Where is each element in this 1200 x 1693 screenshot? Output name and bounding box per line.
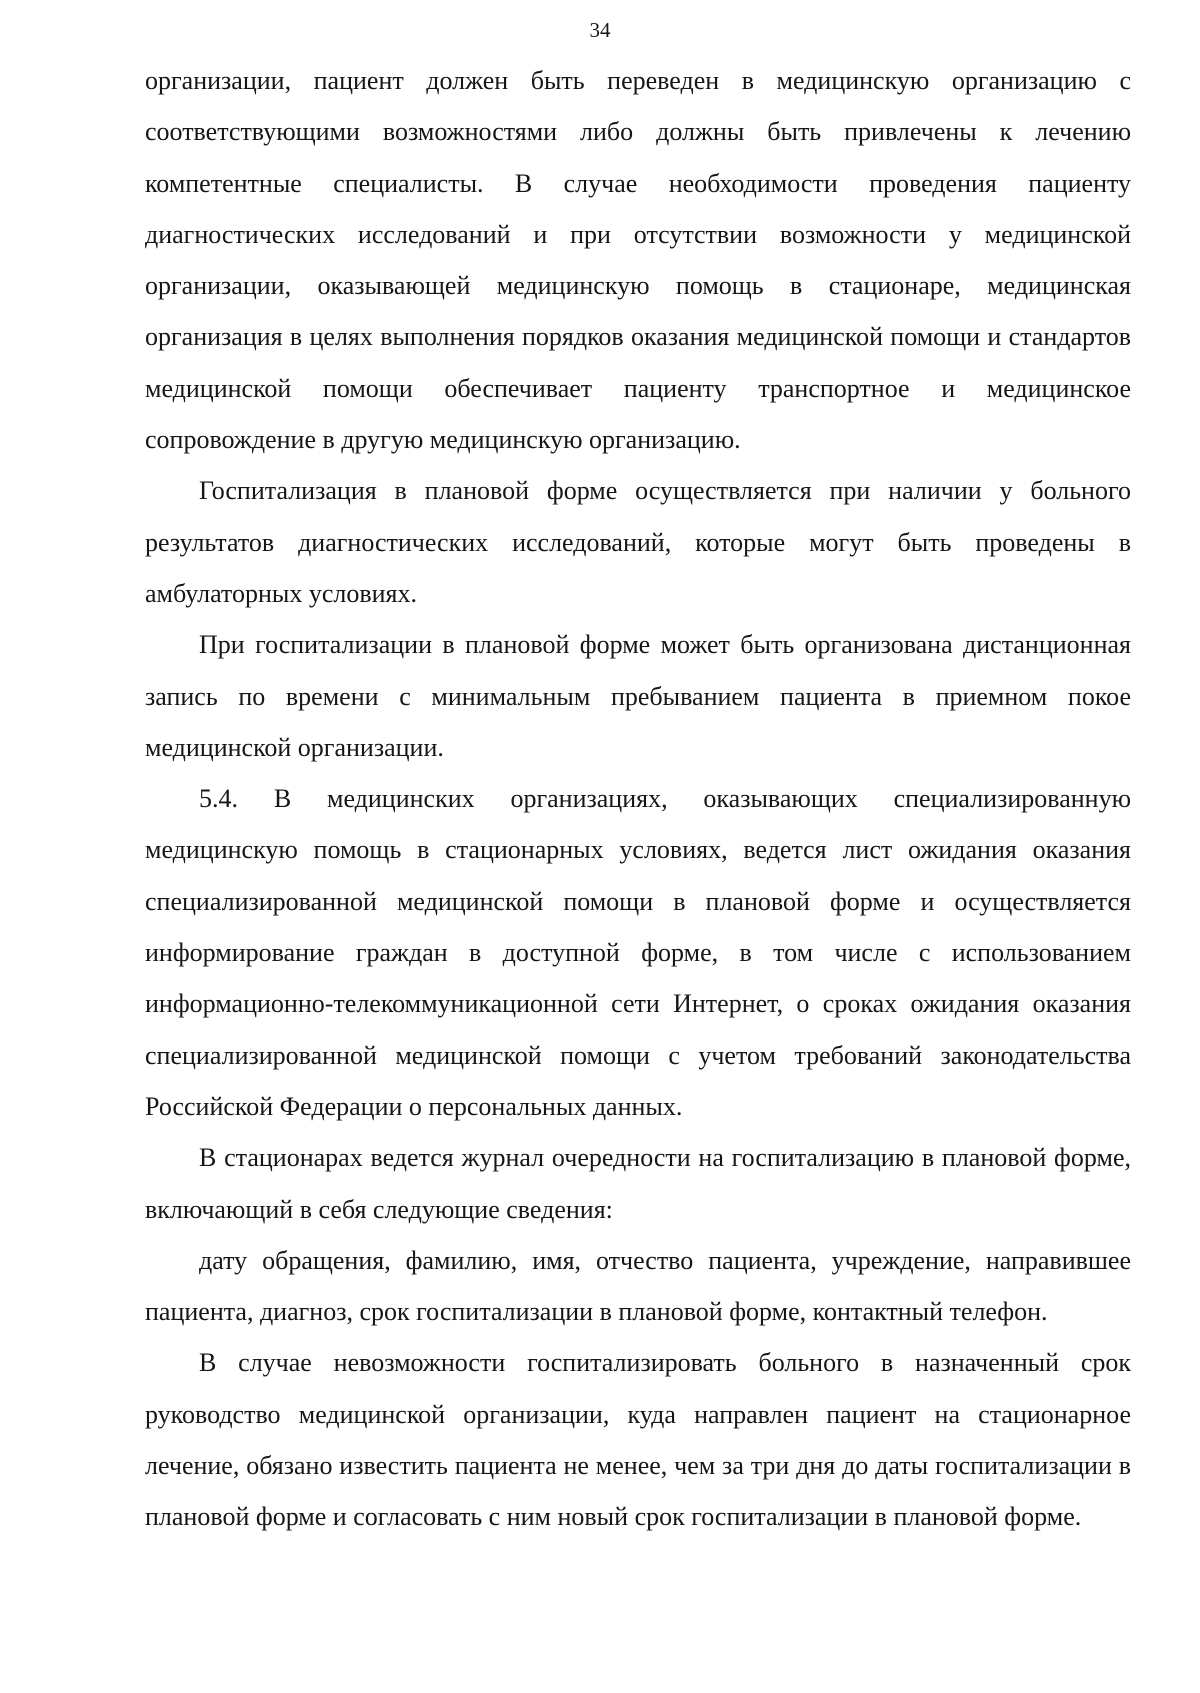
paragraph-continuation: организации, пациент должен быть переведен в медицинскую организацию с соответствующими возможностями либо должны быть привлечены к лечению компетентные специалисты. В случае необходимости проведения пациенту диагностических исследований и при отсутствии возможности у медицинской организации, оказывающей медицинскую помощь в стационаре, медицинская организация в целях выполнения порядков оказания медицинской помощи и стандартов медицинской помощи обеспечивает пациенту транспортное и медицинское сопровождение в другую медицинскую организацию. [145, 66, 1131, 455]
page-number: 34 [589, 18, 611, 42]
paragraph-queue-journal: В стационарах ведется журнал очередности на госпитализацию в плановой форме, включающий в себя следующие сведения: [145, 1143, 1131, 1224]
paragraph-journal-fields: дату обращения, фамилию, имя, отчество пациента, учреждение, направившее пациента, диагноз, срок госпитализации в плановой форме, контактный телефон. [145, 1245, 1131, 1327]
paragraph-rescheduling: В случае невозможности госпитализировать больного в назначенный срок руководство медицинской организации, куда направлен пациент на стационарное лечение, обязано известить пациента не менее, чем за три дня до даты госпитализации в плановой форме и согласовать с ним новый срок госпитализации в плановой форме. [145, 1348, 1131, 1532]
paragraph-section-5-4: 5.4. В медицинских организациях, оказывающих специализированную медицинскую помощь в стационарных условиях, ведется лист ожидания оказания специализированной медицинской помощи в плановой форме и осуществляется информирование граждан в доступной форме, в том числе с использованием информационно-телекоммуникационной сети Интернет, о сроках ожидания оказания специализированной медицинской помощи с учетом требований законодательства Российской Федерации о персональных данных. [145, 784, 1131, 1121]
paragraph-remote-booking: При госпитализации в плановой форме может быть организована дистанционная запись по времени с минимальным пребыванием пациента в приемном покое медицинской организации. [145, 630, 1131, 762]
paragraph-planned-hospitalization: Госпитализация в плановой форме осуществляется при наличии у больного результатов диагностических исследований, которые могут быть проведены в амбулаторных условиях. [145, 476, 1131, 608]
document-body [145, 55, 1131, 1543]
